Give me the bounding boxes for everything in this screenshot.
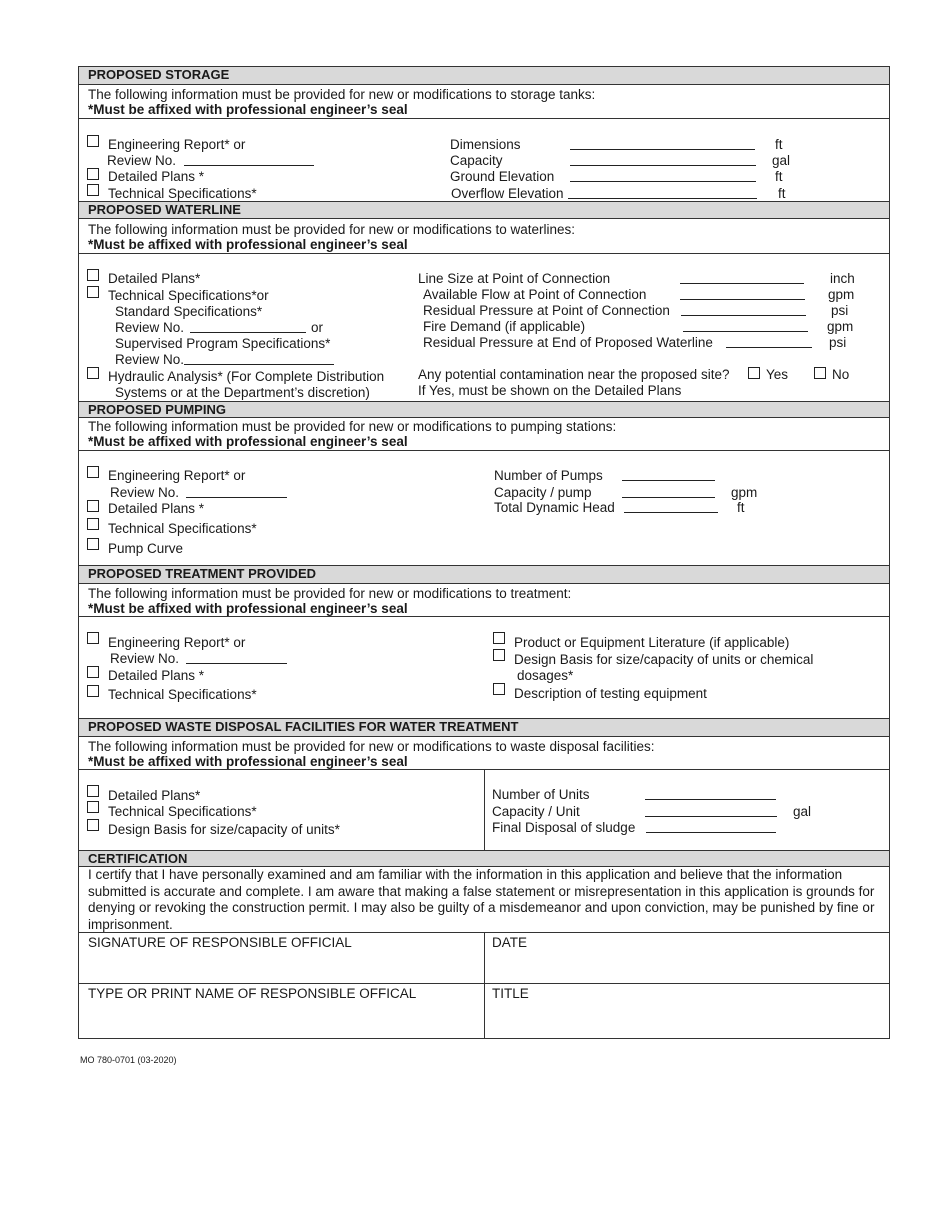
label: Technical Specifications* xyxy=(108,186,257,201)
signature-field-label: SIGNATURE OF RESPONSIBLE OFFICIAL xyxy=(88,935,352,950)
label: Residual Pressure at Point of Connection xyxy=(423,303,670,318)
number-of-units-field[interactable] xyxy=(645,786,776,800)
name-field-label: TYPE OR PRINT NAME OF RESPONSIBLE OFFICAL xyxy=(88,986,417,1001)
label: Engineering Report* or xyxy=(108,635,246,650)
checkbox-product-literature[interactable] xyxy=(493,632,505,644)
label: Overflow Elevation xyxy=(451,186,564,201)
label: Review No. xyxy=(115,352,185,367)
label: Hydraulic Analysis* (For Complete Distribution xyxy=(108,369,385,384)
unit: ft xyxy=(775,169,783,184)
checkbox-technical-specs[interactable] xyxy=(87,184,99,196)
pumping-header xyxy=(78,401,890,418)
intro-text: The following information must be provided for new or modifications to storage tanks: xyxy=(88,87,596,102)
label: Description of testing equipment xyxy=(514,686,707,701)
label: Line Size at Point of Connection xyxy=(418,271,611,286)
checkbox-pump-curve[interactable] xyxy=(87,538,99,550)
capacity-field[interactable] xyxy=(570,152,756,166)
seal-note: *Must be affixed with professional engineer’s seal xyxy=(88,754,408,769)
section-title: PROPOSED TREATMENT PROVIDED xyxy=(88,566,317,581)
certification-text: I certify that I have personally examined and am familiar with the information in this application and believe that the information submitted is accurate and complete. I am aware that making a false statement or misrepresentation in this application is grounds for denying or revoking the construction permit. I may also be guilty of a misdemeanor and upon conviction, may be punished by fine or imprisonment. xyxy=(88,867,875,932)
label: Review No. xyxy=(110,485,180,500)
seal-note: *Must be affixed with professional engineer’s seal xyxy=(88,601,408,616)
certification-header xyxy=(78,850,890,867)
waterline-header xyxy=(78,201,890,219)
checkbox-detailed-plans[interactable] xyxy=(87,269,99,281)
checkbox-engineering-report[interactable] xyxy=(87,466,99,478)
unit: gpm xyxy=(731,485,758,500)
dimensions-field[interactable] xyxy=(570,136,755,150)
seal-note: *Must be affixed with professional engineer’s seal xyxy=(88,237,408,252)
label: Detailed Plans* xyxy=(108,271,201,286)
checkbox-contamination-no[interactable] xyxy=(814,367,826,379)
intro-text: The following information must be provided for new or modifications to treatment: xyxy=(88,586,572,601)
label: Capacity xyxy=(450,153,503,168)
unit: gal xyxy=(772,153,791,168)
seal-note: *Must be affixed with professional engineer’s seal xyxy=(88,102,408,117)
label: or xyxy=(311,320,324,335)
overflow-elevation-field[interactable] xyxy=(568,185,757,199)
seal-note: *Must be affixed with professional engineer’s seal xyxy=(88,434,408,449)
review-no-field[interactable] xyxy=(186,650,287,664)
label: Review No. xyxy=(115,320,185,335)
checkbox-technical-specs[interactable] xyxy=(87,286,99,298)
unit: gpm xyxy=(827,319,854,334)
review-no-field[interactable] xyxy=(184,152,314,166)
label: Capacity / pump xyxy=(494,485,592,500)
intro-text: The following information must be provided for new or modifications to waterlines: xyxy=(88,222,575,237)
checkbox-detailed-plans[interactable] xyxy=(87,500,99,512)
label: Number of Units xyxy=(492,787,590,802)
unit: ft xyxy=(778,186,786,201)
section-title: PROPOSED WATERLINE xyxy=(88,202,241,217)
line-size-field[interactable] xyxy=(680,270,804,284)
label: Technical Specifications* xyxy=(108,804,257,819)
label: Final Disposal of sludge xyxy=(492,820,636,835)
label: Total Dynamic Head xyxy=(494,500,615,515)
label: Available Flow at Point of Connection xyxy=(423,287,647,302)
label: Detailed Plans * xyxy=(108,169,205,184)
checkbox-detailed-plans[interactable] xyxy=(87,168,99,180)
review-no-field[interactable] xyxy=(186,484,287,498)
label: Pump Curve xyxy=(108,541,184,556)
label: Ground Elevation xyxy=(450,169,555,184)
checkbox-technical-specs[interactable] xyxy=(87,518,99,530)
label: Residual Pressure at End of Proposed Waterline xyxy=(423,335,713,350)
unit: ft xyxy=(775,137,783,152)
label: Capacity / Unit xyxy=(492,804,580,819)
divider xyxy=(484,769,485,851)
label: Design Basis for size/capacity of units* xyxy=(108,822,340,837)
label: dosages* xyxy=(517,668,574,683)
capacity-per-unit-field[interactable] xyxy=(645,803,777,817)
final-disposal-field[interactable] xyxy=(646,819,776,833)
divider xyxy=(484,932,485,1039)
label: Detailed Plans * xyxy=(108,668,205,683)
label: Technical Specifications* xyxy=(108,521,257,536)
intro-text: The following information must be provided for new or modifications to pumping stations: xyxy=(88,419,617,434)
fire-demand-field[interactable] xyxy=(683,318,808,332)
label: Design Basis for size/capacity of units or chemical xyxy=(514,652,814,667)
label: Supervised Program Specifications* xyxy=(115,336,331,351)
label: Review No. xyxy=(107,153,177,168)
checkbox-detailed-plans[interactable] xyxy=(87,785,99,797)
label: Fire Demand (if applicable) xyxy=(423,319,586,334)
unit: gpm xyxy=(828,287,855,302)
checkbox-technical-specs[interactable] xyxy=(87,685,99,697)
label: Review No. xyxy=(110,651,180,666)
available-flow-field[interactable] xyxy=(680,286,805,300)
label: If Yes, must be shown on the Detailed Plans xyxy=(418,383,682,398)
ground-elevation-field[interactable] xyxy=(570,168,756,182)
waste-header xyxy=(78,718,890,737)
unit: psi xyxy=(829,335,847,350)
treatment-header xyxy=(78,565,890,584)
label: Detailed Plans* xyxy=(108,788,201,803)
label: Engineering Report* or xyxy=(108,137,246,152)
total-dynamic-head-field[interactable] xyxy=(624,499,718,513)
residual-pressure-connection-field[interactable] xyxy=(681,302,806,316)
checkbox-hydraulic-analysis[interactable] xyxy=(87,367,99,379)
number-of-pumps-field[interactable] xyxy=(622,467,715,481)
residual-pressure-end-field[interactable] xyxy=(726,334,812,348)
label: Number of Pumps xyxy=(494,468,603,483)
section-title: PROPOSED WASTE DISPOSAL FACILITIES FOR WATER TREATMENT xyxy=(88,719,519,734)
label: Systems or at the Department’s discretion) xyxy=(115,385,370,400)
title-field-label: TITLE xyxy=(492,986,529,1001)
form-number: MO 780-0701 (03-2020) xyxy=(80,1055,177,1065)
label: Technical Specifications*or xyxy=(108,288,269,303)
storage-header xyxy=(78,66,890,85)
label: Detailed Plans * xyxy=(108,501,205,516)
label: Technical Specifications* xyxy=(108,687,257,702)
checkbox-engineering-report[interactable] xyxy=(87,135,99,147)
label: Any potential contamination near the proposed site? xyxy=(418,367,730,382)
label: No xyxy=(832,367,850,382)
label: Engineering Report* or xyxy=(108,468,246,483)
date-field-label: DATE xyxy=(492,935,528,950)
review-no-field[interactable] xyxy=(190,319,306,333)
unit: psi xyxy=(831,303,849,318)
section-title: PROPOSED STORAGE xyxy=(88,67,230,82)
label: Standard Specifications* xyxy=(115,304,263,319)
checkbox-contamination-yes[interactable] xyxy=(748,367,760,379)
section-title: PROPOSED PUMPING xyxy=(88,402,226,417)
unit: ft xyxy=(737,500,745,515)
checkbox-design-basis[interactable] xyxy=(493,649,505,661)
unit: inch xyxy=(830,271,855,286)
intro-text: The following information must be provided for new or modifications to waste disposal facilities: xyxy=(88,739,655,754)
label: Dimensions xyxy=(450,137,521,152)
section-title: CERTIFICATION xyxy=(88,851,188,866)
review-no-field-2[interactable] xyxy=(184,351,334,365)
checkbox-technical-specs[interactable] xyxy=(87,801,99,813)
checkbox-detailed-plans[interactable] xyxy=(87,666,99,678)
label: Product or Equipment Literature (if applicable) xyxy=(514,635,790,650)
label: Yes xyxy=(766,367,789,382)
checkbox-testing-equipment[interactable] xyxy=(493,683,505,695)
unit: gal xyxy=(793,804,812,819)
capacity-per-pump-field[interactable] xyxy=(622,484,715,498)
checkbox-engineering-report[interactable] xyxy=(87,632,99,644)
checkbox-design-basis[interactable] xyxy=(87,819,99,831)
